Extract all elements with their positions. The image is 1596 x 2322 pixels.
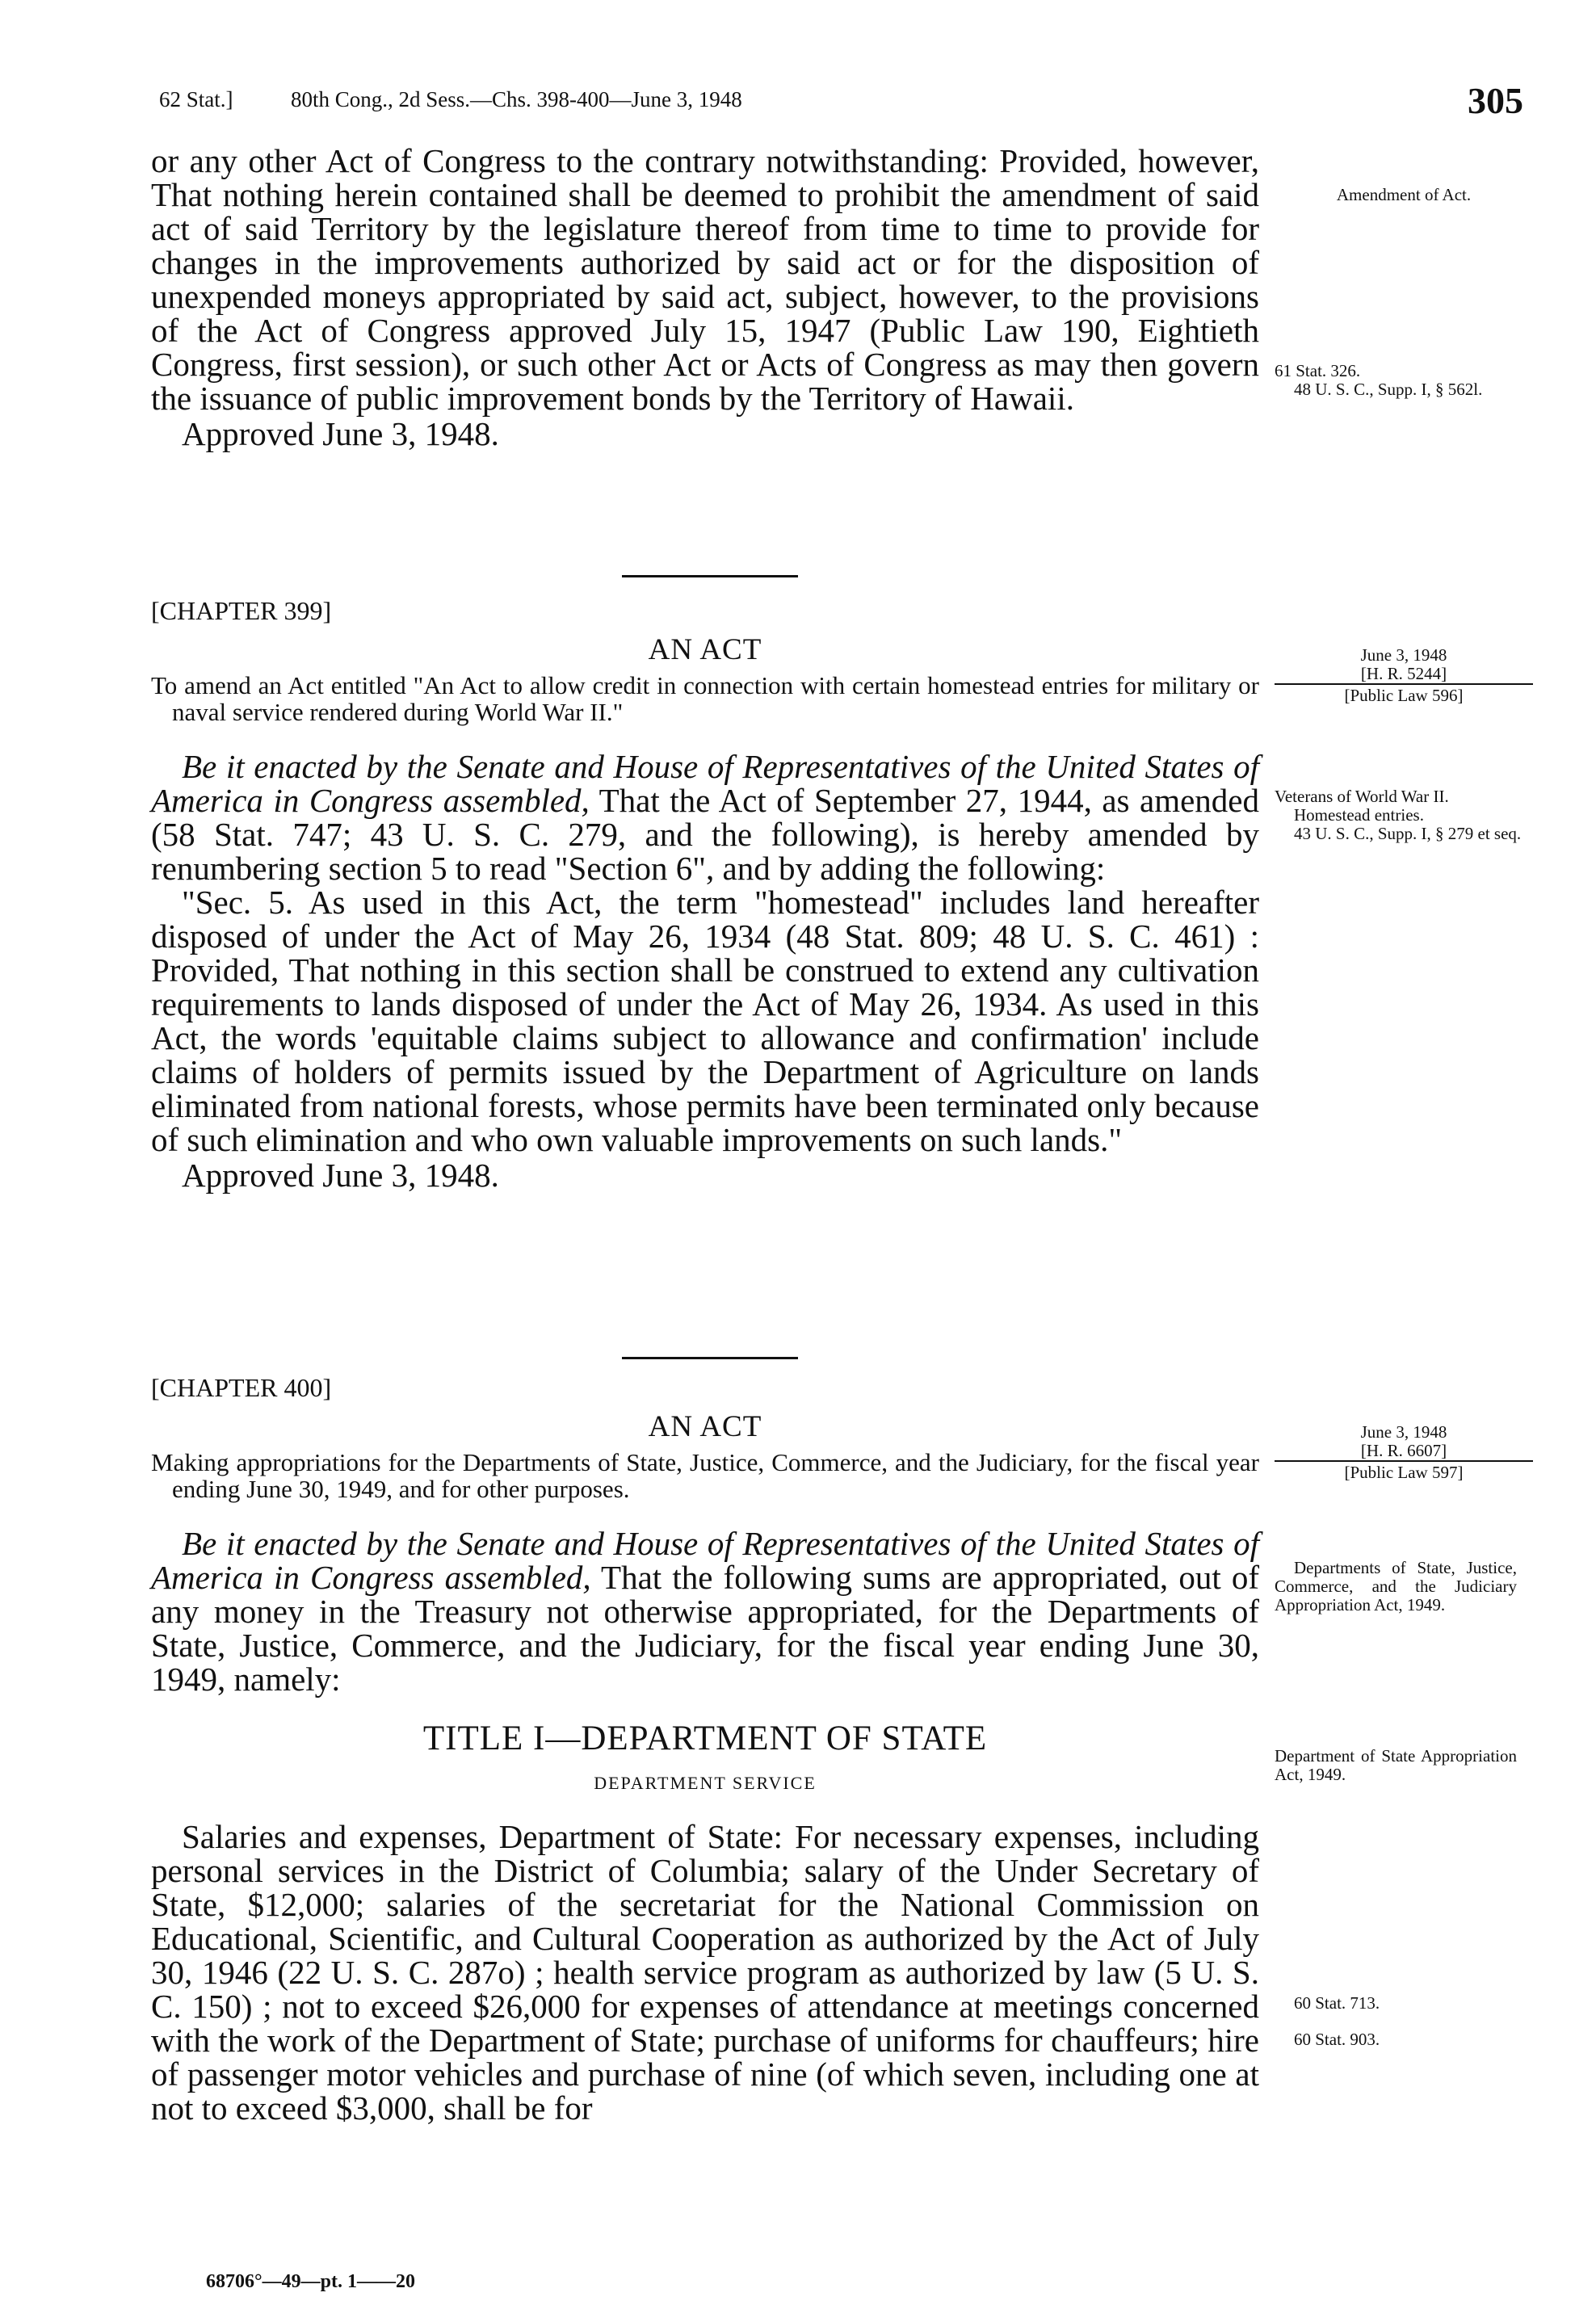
chapter-400-purpose: Making appropriations for the Departments of State, Justice, Commerce, and the Judiciary, for the fiscal year ending June 30, 1949, and for other purposes. [151,1448,1259,1503]
department-service-subheading: DEPARTMENT SERVICE [594,1773,817,1793]
chapter-400-enacting-italic: Be it enacted by the Senate and House of Representatives of the United States of America in Congress assembled, [151,1525,1259,1596]
chapter-399-enacting-text: That the Act of September 27, 1944, as amended (58 Stat. 747; 43 U. S. C. 279, and the following), is hereby amended by renumbering section 5 to read "Section 6", and by adding the following: [151,782,1259,887]
chapter-399-heading: [CHAPTER 399] [151,596,332,625]
chapter-399-an-act: AN ACT [648,633,762,666]
title-i-heading: TITLE I—DEPARTMENT OF STATE [422,1719,988,1757]
chapter-398-continuation [151,144,1259,451]
page-number: 305 [1468,80,1523,121]
chapter-399-approved: Approved June 3, 1948. [182,1157,499,1194]
section-divider [622,1357,798,1359]
margin-note-veterans: Veterans of World War II. Homestead entries. 43 U. S. C., Supp. I, § 279 et seq. [1275,787,1522,843]
chapter-400-heading: [CHAPTER 400] [151,1373,332,1402]
margin-note-60-stat-713: 60 Stat. 713. [1294,1993,1380,2013]
section-divider [622,575,798,577]
margin-note-61-stat: 61 Stat. 326. 48 U. S. C., Supp. I, § 562l. [1275,361,1483,399]
running-head-session: 80th Cong., 2d Sess.—Chs. 398-400—June 3, 1948 [291,87,742,111]
chapter-399-enacting-italic: Be it enacted by the Senate and House of Representatives of the United States of America in Congress assembled, [151,748,1259,819]
chapter-400-enacting-clause [151,1526,1259,1696]
chapter-399-purpose: To amend an Act entitled "An Act to allow credit in connection with certain homestead entries for military or naval service rendered during World War II." [151,671,1259,726]
margin-note-60-stat-903: 60 Stat. 903. [1294,2030,1380,2049]
margin-note-department-of-state-act: Department of State Appropriation Act, 1949. [1275,1746,1517,1784]
chapter-399 [151,596,1259,1192]
chapter-399-enacting-clause [151,750,1259,885]
chapter-400-an-act: AN ACT [648,1410,762,1443]
margin-note-chapter-399-ids: June 3, 1948 [H. R. 5244] [Public Law 596] [1275,646,1533,705]
margin-note-appropriation-act: Departments of State, Justice, Commerce, and the Judiciary Appropriation Act, 1949. [1275,1558,1517,1614]
salaries-expenses-paragraph: Salaries and expenses, Department of State: For necessary expenses, including personal services in the District of Columbia; salary of the Under Secretary of State, $12,000; salaries of the secretariat for the National Commission on Educational, Scientific, and Cultural Cooperation as authorized by the Act of July 30, 1946 (22 U. S. C. 287o) ; health service program as authorized by law (5 U. S. C. 150) ; not to exceed $26,000 for expenses of attendance at meetings concerned with the work of the Department of State; purchase of uniforms for chauffeurs; hire of passenger motor vehicles and purchase of nine (of which seven, including one at not to exceed $3,000, shall be for [151,1818,1259,2127]
chapter-399-section-5: "Sec. 5. As used in this Act, the term "homestead" includes land hereafter disposed of under the Act of May 26, 1934 (48 Stat. 809; 48 U. S. C. 461) : Provided, That nothing in this section shall be construed to extend any cultivation requirements to lands disposed of under the Act of May 26, 1934. As used in this Act, the words 'equitable claims subject to allowance and confirmation' include claims of holders of permits issued by the Department of Agriculture on lands eliminated from national forests, whose permits have been terminated only because of such elimination and who own valuable improvements on such lands." [151,884,1259,1158]
margin-note-amendment: Amendment of Act. [1336,185,1472,204]
chapter-400 [151,1373,1259,2125]
print-signature: 68706°—49—pt. 1——20 [206,2271,415,2292]
running-head-volume: 62 Stat.] [159,87,233,111]
chapter-400-enacting-text: That the following sums are appropriated, out of any money in the Treasury not otherwise appropriated, for the Departments of State, Justice, Commerce, and the Judiciary, for the fiscal year ending June 30, 1949, namely: [151,1559,1260,1698]
margin-note-chapter-400-ids: June 3, 1948 [H. R. 6607] [Public Law 597] [1275,1423,1533,1482]
chapter-398-approved: Approved June 3, 1948. [182,415,499,452]
chapter-398-paragraph: or any other Act of Congress to the contrary notwithstanding: Provided, however, That nothing herein contained shall be deemed to prohibit the amendment of said act of said Territory by the legislature thereof from time to time to provide for changes in the improvements authorized by said act or for the disposition of unexpended moneys appropriated by said act, subject, however, to the provisions of the Act of Congress approved July 15, 1947 (Public Law 190, Eightieth Congress, first session), or such other Act or Acts of Congress as may then govern the issuance of public improvement bonds by the Territory of Hawaii. [151,142,1259,417]
